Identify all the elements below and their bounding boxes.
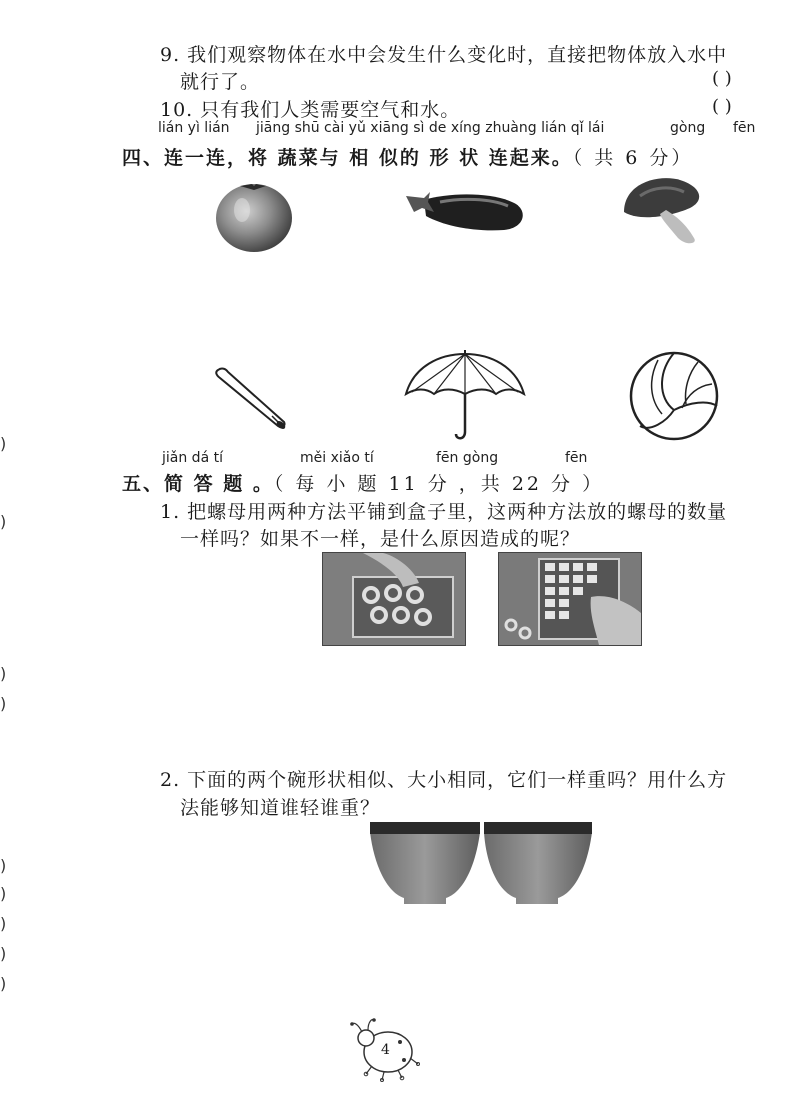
answer-paren-10[interactable]: ( ) bbox=[712, 96, 732, 117]
question-10: 10. 只有我们人类需要空气和水。 bbox=[160, 99, 461, 121]
pinyin-jiandati: jiǎn dá tí bbox=[162, 450, 223, 466]
bowls-image bbox=[366, 820, 596, 906]
page-number: 4 bbox=[381, 1042, 390, 1058]
section5-title: 五、简 答 题 。 bbox=[122, 473, 274, 495]
edge-mark: ) bbox=[0, 914, 7, 933]
section5-heading bbox=[122, 469, 604, 496]
short-answer-q1-line1: 1. 把螺母用两种方法平铺到盒子里，这两种方法放的螺母的数量 bbox=[160, 501, 728, 523]
pinyin-fen: fēn bbox=[733, 120, 756, 136]
question-9-line2: 就行了。 bbox=[180, 71, 261, 93]
section4-score: （ 共 6 分） bbox=[572, 147, 694, 169]
edge-mark: ) bbox=[0, 974, 7, 993]
pinyin-section4-instruction: jiāng shū cài yǔ xiāng sì de xíng zhuàng lián qǐ lái bbox=[256, 120, 605, 136]
page-number-badge bbox=[348, 1010, 420, 1082]
edge-mark: ) bbox=[0, 856, 7, 875]
pinyin-meixiaoti: měi xiǎo tí bbox=[300, 450, 374, 466]
mushroom-image[interactable] bbox=[620, 172, 716, 246]
pinyin-gong: gòng bbox=[670, 120, 706, 136]
edge-mark: ) bbox=[0, 434, 7, 453]
question-9-line1: 9. 我们观察物体在水中会发生什么变化时，直接把物体放入水中 bbox=[160, 44, 728, 66]
section5-score: （ 每 小 题 11 分 ，共 22 分 ） bbox=[273, 473, 605, 495]
umbrella-image[interactable] bbox=[404, 348, 526, 444]
section4-heading bbox=[122, 143, 693, 170]
short-answer-q2-line1: 2. 下面的两个碗形状相似、大小相同，它们一样重吗？用什么方 bbox=[160, 769, 728, 791]
answer-paren-9[interactable]: ( ) bbox=[712, 68, 732, 89]
short-answer-q1-line2: 一样吗？如果不一样，是什么原因造成的呢？ bbox=[180, 528, 581, 550]
pinyin-lianyilian: lián yì lián bbox=[158, 120, 230, 136]
volleyball-image[interactable] bbox=[628, 350, 720, 442]
edge-mark: ) bbox=[0, 694, 7, 713]
edge-mark: ) bbox=[0, 664, 7, 683]
edge-mark: ) bbox=[0, 884, 7, 903]
nuts-method-2-photo bbox=[498, 552, 642, 646]
tomato-image[interactable] bbox=[212, 168, 296, 254]
short-answer-q2-line2: 法能够知道谁轻谁重？ bbox=[180, 797, 381, 819]
pinyin-fen-2: fēn bbox=[565, 450, 588, 466]
baseball-bat-image[interactable] bbox=[212, 366, 292, 434]
nuts-method-1-photo bbox=[322, 552, 466, 646]
section4-title: 四、连一连，将 蔬菜与 相 似的 形 状 连起来。 bbox=[122, 147, 573, 169]
edge-mark: ) bbox=[0, 944, 7, 963]
eggplant-image[interactable] bbox=[400, 186, 528, 232]
pinyin-fen-gong: fēn gòng bbox=[436, 450, 499, 466]
edge-mark: ) bbox=[0, 512, 7, 531]
